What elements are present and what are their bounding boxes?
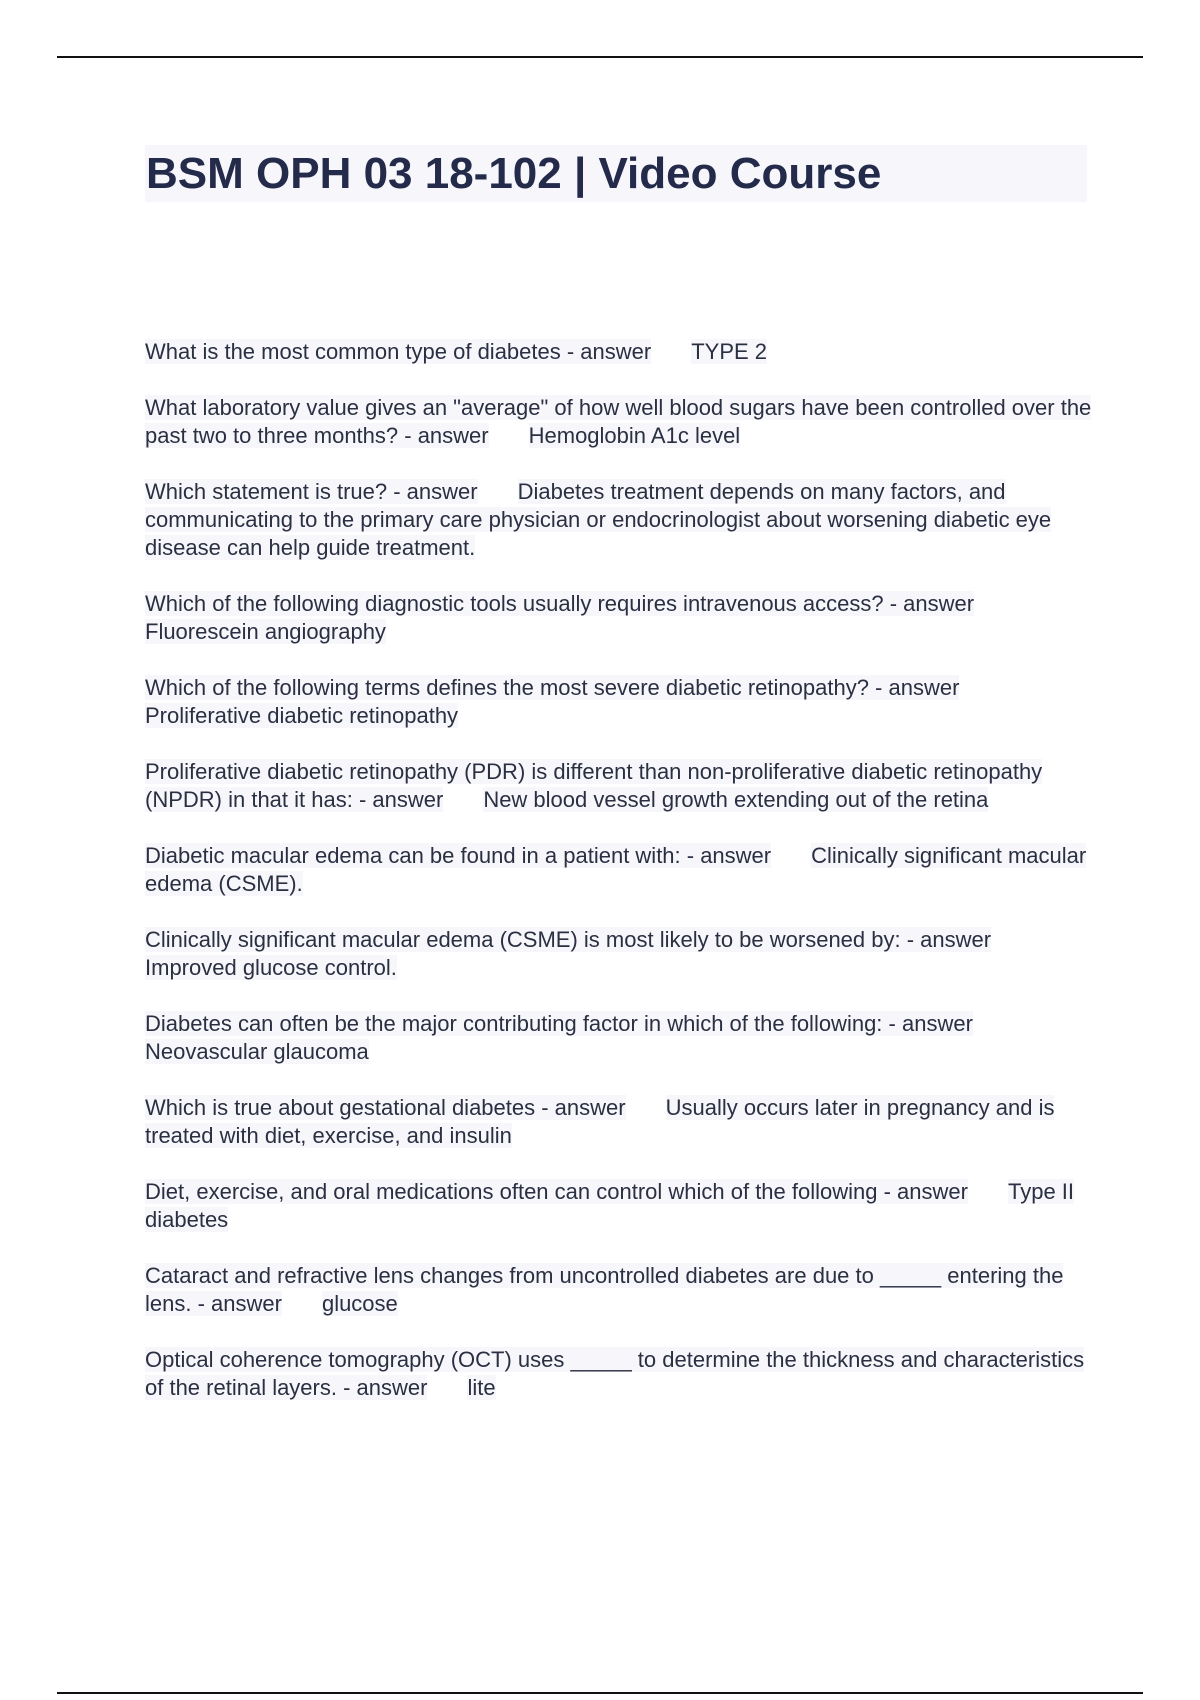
answer-text: TYPE 2	[691, 339, 768, 364]
document-title: BSM OPH 03 18-102 | Video Course	[146, 149, 882, 198]
answer-text: Diabetes treatment depends on many factors, and communicating to the primary care physician or endocrinologist about worsening diabetic eye disease can help guide treatment.	[145, 479, 1052, 560]
qa-item	[145, 674, 1095, 730]
qa-item	[145, 478, 1095, 562]
qa-item	[145, 1262, 1095, 1318]
qa-item	[145, 590, 1095, 646]
bottom-divider	[57, 1692, 1143, 1694]
question-text: Cataract and refractive lens changes from uncontrolled diabetes are due to _____ entering the lens. - answer	[145, 1263, 1064, 1316]
title-banner	[145, 145, 1087, 202]
question-text: What laboratory value gives an "average" of how well blood sugars have been controlled over the past two to three months? - answer	[145, 395, 1092, 448]
question-text: Which of the following diagnostic tools usually requires intravenous access? - answer	[145, 591, 975, 616]
question-text: Which is true about gestational diabetes - answer	[145, 1095, 626, 1120]
answer-text: Fluorescein angiography	[145, 619, 386, 644]
question-text: Diabetes can often be the major contributing factor in which of the following: - answer	[145, 1011, 973, 1036]
top-divider	[57, 56, 1143, 58]
question-text: What is the most common type of diabetes - answer	[145, 339, 652, 364]
qa-item	[145, 1346, 1095, 1402]
qa-item	[145, 394, 1095, 450]
question-text: Diabetic macular edema can be found in a patient with: - answer	[145, 843, 772, 868]
answer-text: lite	[467, 1375, 496, 1400]
answer-text: Usually occurs later in pregnancy and is treated with diet, exercise, and insulin	[145, 1095, 1055, 1148]
answer-text: Type II diabetes	[145, 1179, 1075, 1232]
qa-item	[145, 1094, 1095, 1150]
answer-text: Hemoglobin A1c level	[528, 423, 741, 448]
question-text: Diet, exercise, and oral medications often can control which of the following - answer	[145, 1179, 968, 1204]
qa-item	[145, 1010, 1095, 1066]
answer-text: glucose	[321, 1291, 398, 1316]
question-text: Optical coherence tomography (OCT) uses _____ to determine the thickness and characteristics of the retinal layers. - answer	[145, 1347, 1085, 1400]
answer-text: New blood vessel growth extending out of the retina	[483, 787, 989, 812]
question-text: Which statement is true? - answer	[145, 479, 478, 504]
qa-item	[145, 1178, 1095, 1234]
answer-text: Proliferative diabetic retinopathy	[145, 703, 459, 728]
question-text: Proliferative diabetic retinopathy (PDR) is different than non-proliferative diabetic retinopathy (NPDR) in that it has: - answer	[145, 759, 1043, 812]
qa-list	[145, 338, 1095, 1430]
qa-item	[145, 338, 1095, 366]
answer-text: Improved glucose control.	[145, 955, 397, 980]
question-text: Which of the following terms defines the most severe diabetic retinopathy? - answer	[145, 675, 960, 700]
qa-item	[145, 758, 1095, 814]
answer-text: Clinically significant macular edema (CSME).	[145, 843, 1087, 896]
qa-item	[145, 842, 1095, 898]
question-text: Clinically significant macular edema (CSME) is most likely to be worsened by: - answer	[145, 927, 992, 952]
answer-text: Neovascular glaucoma	[145, 1039, 369, 1064]
qa-item	[145, 926, 1095, 982]
